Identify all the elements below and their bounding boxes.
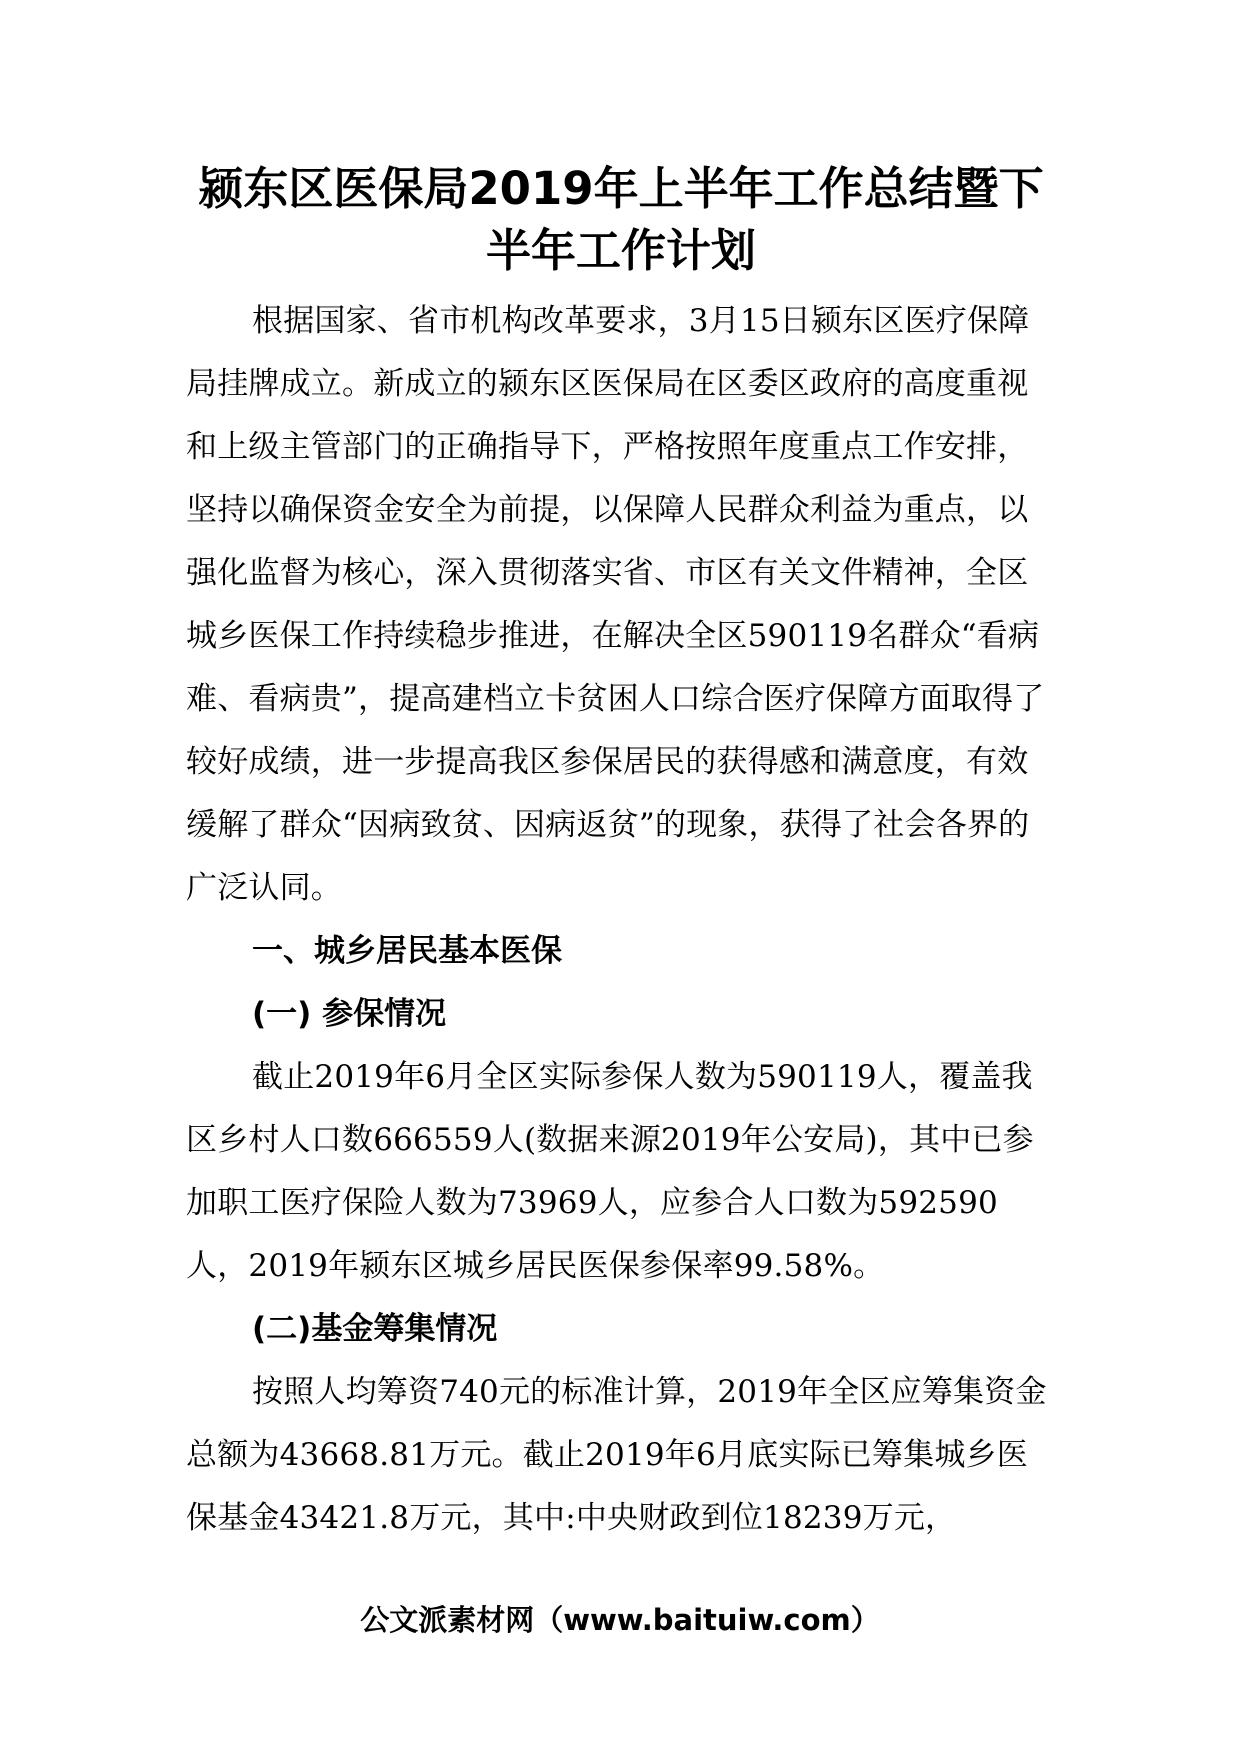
footer-watermark: 公文派素材网（www.baituiw.com）: [360, 1603, 880, 1637]
subsection-heading-2: (二)基金筹集情况: [252, 1311, 498, 1347]
title-line-1: 颍东区医保局2019年上半年工作总结暨下: [198, 162, 1044, 215]
intro-paragraph: 根据国家、省市机构改革要求，3月15日颍东区医疗保障局挂牌成立。新成立的颍东区医保局在区委区政府的高度重视和上级主管部门的正确指导下，严格按照年度重点工作安排，坚持以确保资金安全为前提，以保障人民群众利益为重点，以强化监督为核心，深入贯彻落实省、市区有关文件精神，全区城乡医保工作持续稳步推进，在解决全区590119名群众“看病难、看病贵”，提高建档立卡贫困人口综合医疗保障方面取得了较好成绩，进一步提高我区参保居民的获得感和满意度，有效缓解了群众“因病致贫、因病返贫”的现象，获得了社会各界的广泛认同。: [186, 303, 1045, 906]
document-title: [186, 158, 1056, 282]
document-body: [186, 290, 1056, 1550]
subsection-paragraph-2: 按照人均筹资740元的标准计算，2019年全区应筹集资金总额为43668.81万元。截止2019年6月底实际已筹集城乡医保基金43421.8万元，其中:中央财政到位18239万元，: [186, 1374, 1047, 1536]
subsection-heading-1: (一) 参保情况: [252, 996, 447, 1032]
document-page: [186, 0, 1056, 1754]
section-heading-1: 一、城乡居民基本医保: [252, 933, 562, 969]
title-line-2: 半年工作计划: [485, 224, 756, 277]
subsection-paragraph-1: 截止2019年6月全区实际参保人数为590119人，覆盖我区乡村人口数666559人(数据来源2019年公安局)，其中已参加职工医疗保险人数为73969人，应参合人口数为592590人，2019年颍东区城乡居民医保参保率99.58%。: [186, 1059, 1034, 1284]
